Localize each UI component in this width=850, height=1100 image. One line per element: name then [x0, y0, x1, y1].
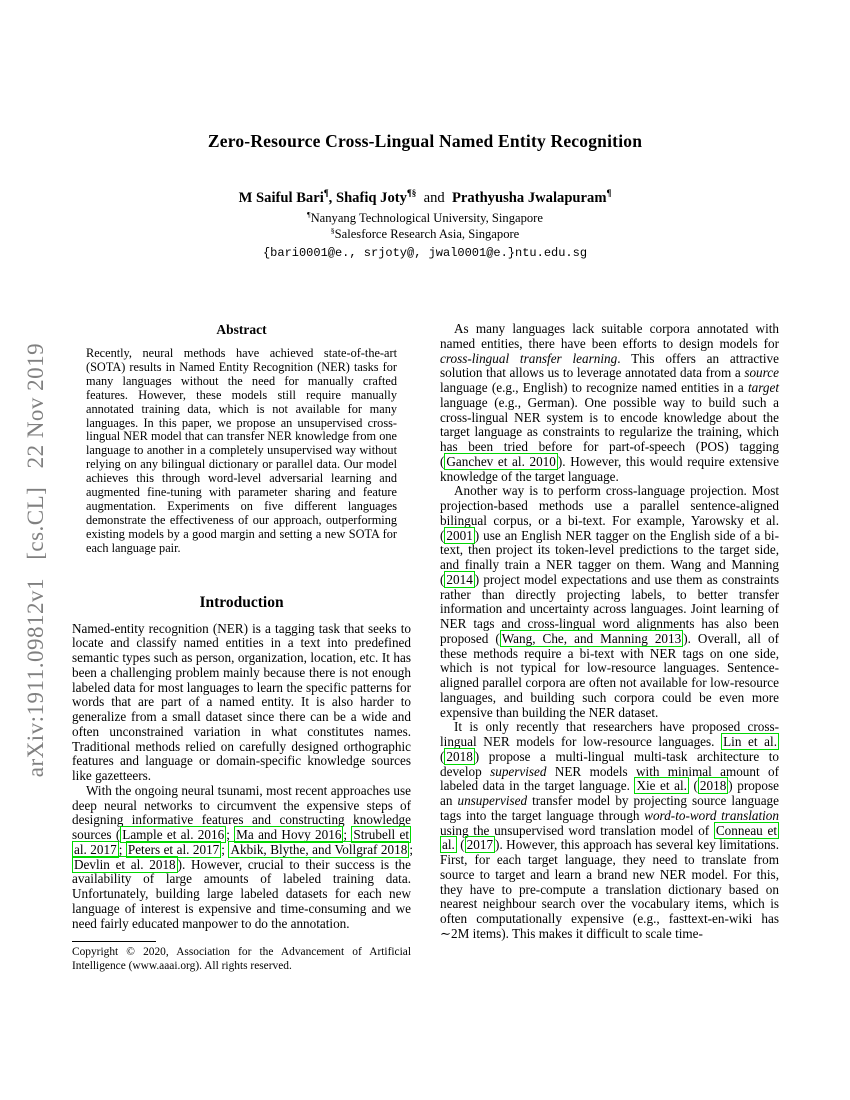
superscript-mark: § — [330, 225, 335, 235]
citation-link[interactable]: Lin et al. — [723, 734, 777, 749]
text-segment: transfer model by projecting source language tags into the target language through — [440, 793, 780, 823]
text-segment: Salesforce Research Asia, Singapore — [334, 226, 520, 241]
text-segment: Shafiq Joty — [335, 190, 407, 206]
text-segment: using the unsupervised word translation model of — [440, 822, 714, 838]
author-line — [0, 189, 850, 207]
paper-header — [0, 0, 850, 260]
abstract-heading: Abstract — [216, 322, 267, 337]
citation-link[interactable]: Akbik, Blythe, and Vollgraf 2018 — [230, 841, 408, 857]
text-segment: It is only recently that researchers have proposed cross-lingual NER models for low-resource languages. — [440, 719, 779, 749]
citation-link[interactable]: Lample et al. 2016 — [122, 827, 225, 843]
text-segment: ; — [343, 827, 352, 843]
citation-link[interactable]: Ma and Hovy 2016 — [236, 827, 342, 843]
text-segment: ). However, this approach has several key limitations. First, for each target language, they need to translate from source to target and learn a brand new NER model. For this, they have to pre-compute a translation dictionary based on nearest neighbour search over the vocabulary items, which is often computationally expensive (e.g., fasttext-en-wiki has ∼2M items). This makes it difficult to scale time- — [440, 837, 779, 941]
italic-text: word-to-word translation — [644, 807, 779, 823]
right-column — [440, 322, 779, 942]
text-segment: ( — [456, 837, 465, 853]
text-segment: With the ongoing neural tsunami, most recent approaches use deep neural networks to circumvent the expensive steps of designing informative features and constructing knowledge sources ( — [72, 782, 411, 843]
arxiv-banner: arXiv:1911.09812v1 [cs.CL] 22 Nov 2019 — [23, 342, 48, 778]
text-segment: ; — [221, 841, 229, 857]
text-segment: ( — [440, 748, 445, 764]
citation-link[interactable]: Peters et al. 2017 — [127, 841, 220, 857]
superscript-mark: ¶ — [307, 209, 311, 219]
citation-link[interactable]: 2018 — [699, 778, 727, 794]
text-segment: ) propose a multi-lingual multi-task architecture to develop — [440, 748, 779, 779]
text-segment: ). Overall, all of these methods require a bi-text with NER tags on one side, which is not typical for low-resource languages. Sentence-aligned parallel corpora are often not available for low-resource languages, and building such corpora could be even more expensive than building the NER dataset. — [440, 630, 779, 720]
text-segment: ) propose an — [440, 778, 779, 808]
text-segment: , — [328, 190, 336, 206]
text-segment: ( — [688, 778, 698, 794]
text-segment: M Saiful Bari — [238, 190, 324, 206]
introduction-heading: Introduction — [199, 593, 284, 611]
text-segment: NER models with minimal amount of labeled data in the target language. — [440, 763, 779, 794]
right-paragraph-3 — [440, 720, 779, 941]
italic-text: unsupervised — [457, 793, 528, 808]
superscript-mark: ¶ — [606, 188, 612, 199]
intro-paragraph-1 — [72, 622, 411, 784]
text-segment: language (e.g., German). One possible way to build such a cross-lingual NER system is to encode knowledge about the target language as constraints to regularize the training, which has been tried before for part-of-speech (POS) tagging ( — [440, 394, 779, 469]
text-segment: ) project model expectations and use them as constraints rather than directly projecting labels, to better transfer information and uncertainty across languages. Joint learning of NER tags and cross-lingual word alignments has also been proposed ( — [440, 571, 779, 646]
paper-title: Zero-Resource Cross-Lingual Named Entity Recognition — [207, 131, 643, 151]
citation-link[interactable]: 2018 — [446, 748, 473, 764]
italic-text: source — [744, 365, 779, 381]
affiliations — [0, 211, 850, 242]
copyright-text: Copyright © 2020, Association for the Advancement of Artificial Intelligence (www.aaai.org). All rights reserved. — [72, 946, 411, 972]
italic-text: target — [747, 380, 779, 395]
right-paragraph-2 — [440, 484, 779, 720]
text-segment: Prathyusha Jwalapuram — [452, 190, 607, 206]
text-segment: ) use an English NER tagger on the English side of a bi-text, then project its token-level predictions to the target side, and finally train a NER tagger on them. Wang and Manning ( — [440, 527, 779, 587]
text-segment: Named-entity recognition (NER) is a tagging task that seeks to locate and classify named entities in a text into predefined semantic types such as person, organization, location, etc. It has been a challenging problem mainly because there is not enough labeled data for most languages to learn the specific patterns for words that are part of a named entity. It is also harder to generalize from a small dataset since there can be a wide and often unconstrained variation in what constitutes names. Traditional methods relied on carefully designed orthographic features and language or domain-specific knowledge sources like gazetteers. — [72, 620, 411, 784]
citation-link[interactable]: Devlin et al. 2018 — [74, 856, 176, 872]
superscript-mark: ¶ — [323, 188, 329, 199]
citation-link[interactable]: 2014 — [446, 571, 473, 587]
footnote-rule — [72, 941, 156, 942]
text-segment: ; — [226, 827, 235, 843]
text-segment: As many languages lack suitable corpora annotated with named entities, there have been efforts to design models for — [440, 321, 779, 351]
affiliation-ntu — [0, 211, 850, 227]
text-segment: ; — [118, 841, 126, 857]
citation-link[interactable]: Wang, Che, and Manning 2013 — [501, 630, 682, 646]
text-segment: ; — [409, 841, 413, 857]
affiliation-salesforce — [0, 227, 850, 243]
text-segment: Another way is to perform cross-language projection. Most projection-based methods use a parallel sentence-aligned bilingual corpus, or a bi-text. For example, Yarowsky et al. ( — [440, 483, 779, 543]
text-segment: ). However, this would require extensive knowledge of the target language. — [440, 453, 779, 484]
intro-paragraph-2 — [72, 784, 411, 932]
copyright-footnote — [72, 941, 411, 973]
citation-link[interactable]: Ganchev et al. 2010 — [446, 453, 556, 469]
citation-link[interactable]: Xie et al. — [636, 778, 687, 794]
text-segment: language (e.g., English) to recognize named entities in a — [440, 380, 748, 395]
italic-text: supervised — [490, 763, 547, 779]
two-column-body — [72, 322, 779, 942]
citation-link[interactable]: 2017 — [466, 837, 494, 853]
citation-link[interactable]: Conneau et al. — [442, 822, 777, 853]
superscript-mark: ¶§ — [406, 188, 417, 199]
author-emails: {bari0001@e., srjoty@, jwal0001@e.}ntu.edu.sg — [262, 246, 588, 260]
citation-link[interactable]: Strubell et al. 2017 — [74, 827, 409, 857]
left-column — [72, 322, 411, 942]
right-paragraph-1 — [440, 322, 779, 484]
text-segment: . This offers an attractive solution that allows us to leverage annotated data from a — [440, 350, 779, 381]
abstract-text: Recently, neural methods have achieved state-of-the-art (SOTA) results in Named Entity Recognition (NER) tasks for many languages without the need for manually crafted features. However, these models still require manually annotated training data, which is not available for many languages. In this paper, we propose an unsupervised cross-lingual NER model that can transfer NER knowledge from one language to another in a completely unsupervised way without relying on any bilingual dictionary or parallel data. Our model achieves this through word-level adversarial learning and augmented fine-tuning with parameter sharing and feature augmentation. Experiments on five different languages demonstrate the effectiveness of our approach, outperforming existing models by a good margin and setting a new SOTA for each language pair. — [86, 346, 397, 555]
italic-text: cross-lingual transfer learning — [440, 350, 618, 366]
text-segment: Nanyang Technological University, Singapore — [310, 211, 543, 225]
citation-link[interactable]: 2001 — [446, 527, 473, 543]
text-segment: ). However, crucial to their success is the availability of large amounts of labeled training data. Unfortunately, building large labeled datasets for each new language of interest is expensive and time-consuming and we need fairly educated manpower to do the annotation. — [72, 856, 411, 931]
text-segment: and — [416, 190, 453, 206]
